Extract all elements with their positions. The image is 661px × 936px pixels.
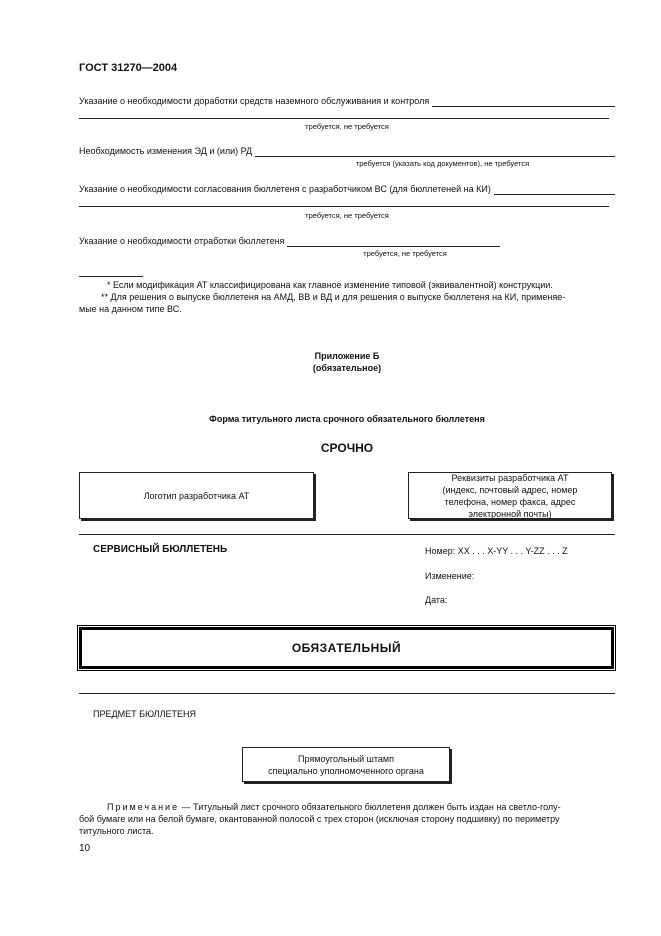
page-number: 10 [79, 843, 91, 854]
testing-field [79, 235, 500, 247]
mandatory-label: ОБЯЗАТЕЛЬНЫЙ [291, 641, 402, 655]
note-line-2: бой бумаге или на белой бумаге, окантованной полосой с трех сторон (исключая сторону подшивку) по периметру [79, 814, 560, 824]
note-text-1: — Титульный лист срочного обязательного бюллетеня должен быть издан на светло-голу- [179, 802, 561, 812]
appendix-title: Приложение Б [314, 351, 380, 361]
stamp-line-2: специально уполномоченного органа [268, 765, 424, 776]
logo-box [79, 472, 314, 519]
divider-bottom [79, 693, 615, 694]
authority-stamp-box [242, 747, 450, 782]
developer-agreement-blank-line2[interactable] [79, 206, 609, 207]
logo-box-label: Логотип разработчика АТ [143, 490, 250, 501]
note-block [79, 801, 614, 837]
ground-equipment-label: Указание о необходимости доработки средств наземного обслуживания и контроля [79, 96, 430, 106]
ed-rd-blank[interactable] [255, 146, 615, 157]
requisites-box [408, 472, 612, 519]
footnote-separator [79, 276, 143, 277]
ground-equipment-blank[interactable] [432, 96, 615, 107]
ground-equipment-field [79, 95, 615, 107]
testing-hint: требуется, не требуется [363, 249, 447, 258]
developer-agreement-hint: требуется, не требуется [305, 211, 389, 220]
testing-label: Указание о необходимости отработки бюллетеня [79, 236, 285, 246]
requisites-line-1: Реквизиты разработчика АТ [451, 472, 569, 483]
ground-equipment-blank-line2[interactable] [79, 118, 609, 119]
note-line-1 [79, 801, 614, 813]
developer-agreement-field [79, 183, 615, 195]
appendix-status: (обязательное) [312, 363, 382, 373]
bulletin-date: Дата: [425, 595, 448, 605]
urgent-label: СРОЧНО [320, 441, 374, 455]
developer-agreement-blank[interactable] [494, 184, 615, 195]
footnote-1: * Если модификация АТ классифицирована как главное изменение типовой (эквивалентной) конструкции. [107, 280, 553, 290]
footnote-2-line2: мые на данном типе ВС. [79, 304, 182, 314]
footnote-2-line1: ** Для решения о выпуске бюллетеня на АМД, ВВ и ВД и для решения о выпуске бюллетеня на КИ, применяе- [101, 292, 566, 302]
testing-blank[interactable] [287, 236, 500, 247]
document-code: ГОСТ 31270—2004 [79, 62, 178, 74]
requisites-line-3: телефона, номер факса, адрес [444, 496, 576, 507]
ed-rd-label: Необходимость изменения ЭД и (или) РД [79, 146, 253, 156]
note-label: Примечание [107, 802, 180, 812]
requisites-line-4: электронной почты) [468, 508, 552, 519]
ground-equipment-hint: требуется, не требуется [305, 122, 389, 131]
ed-rd-field [79, 145, 615, 157]
form-title: Форма титульного листа срочного обязательного бюллетеня [209, 414, 485, 424]
divider-top [79, 534, 615, 535]
mandatory-banner [79, 627, 614, 669]
bulletin-subject: ПРЕДМЕТ БЮЛЛЕТЕНЯ [93, 709, 196, 719]
requisites-line-2: (индекс, почтовый адрес, номер [442, 484, 578, 495]
service-bulletin-title: СЕРВИСНЫЙ БЮЛЛЕТЕНЬ [93, 544, 228, 555]
bulletin-number: Номер: XX . . . X-YY . . . Y-ZZ . . . Z [425, 546, 568, 556]
bulletin-change: Изменение: [425, 571, 475, 581]
stamp-line-1: Прямоугольный штамп [298, 753, 394, 764]
developer-agreement-label: Указание о необходимости согласования бюллетеня с разработчиком ВС (для бюллетеней на КИ) [79, 184, 491, 194]
ed-rd-hint: требуется (указать код документов), не требуется [355, 159, 530, 168]
note-line-3: титульного листа. [79, 826, 154, 836]
